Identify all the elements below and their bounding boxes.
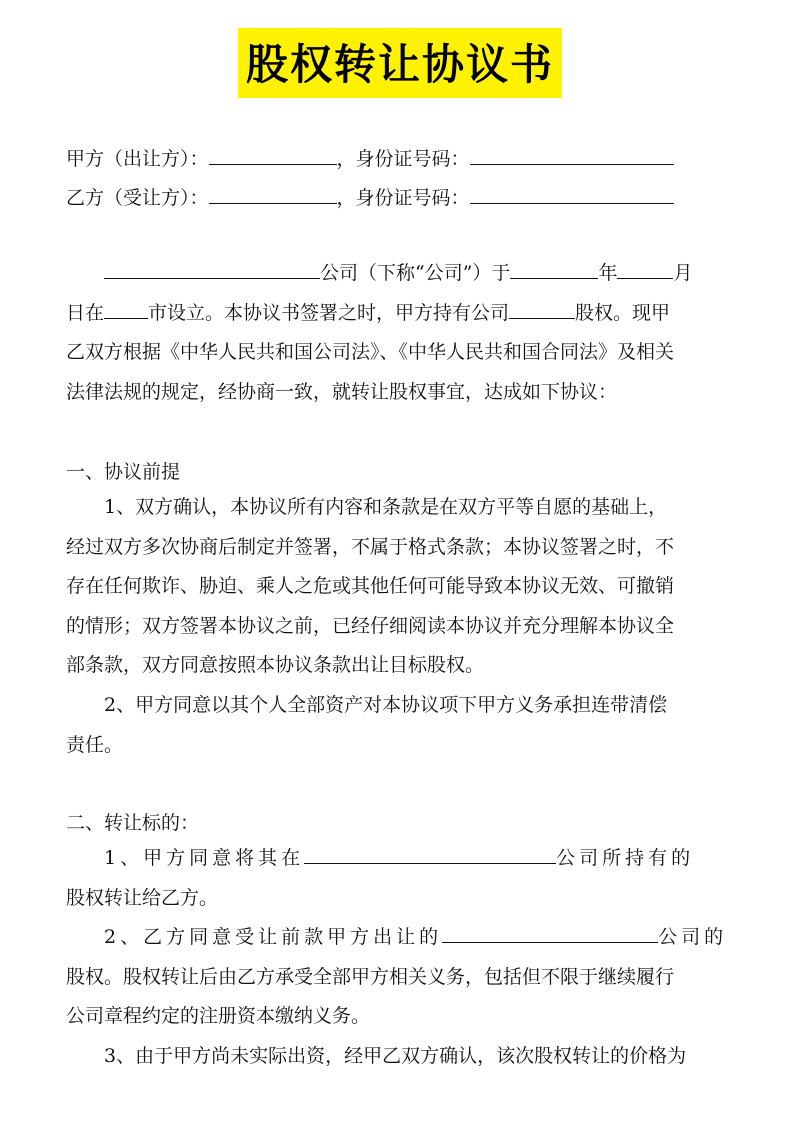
intro-text-4: 法律法规的规定，经协商一致，就转让股权事宜，达成如下协议： <box>66 380 618 403</box>
intro-paragraph <box>66 254 742 412</box>
year-blank[interactable] <box>510 260 598 279</box>
section-2-item-2-line-2: 股权。股权转让后由乙方承受全部甲方相关义务，包括但不限于继续履行 <box>66 965 675 988</box>
section-1-heading: 一、协议前提 <box>66 461 181 483</box>
comma: ， <box>336 187 356 209</box>
party-a-label: 甲方（出让方）： <box>66 148 209 170</box>
section-2-item-2-line-3: 公司章程约定的注册资本缴纳义务。 <box>66 1005 371 1028</box>
comma: ， <box>336 148 356 170</box>
section-1-item-1-line: 的情形；双方签署本协议之前，已经仔细阅读本协议并充分理解本协议全 <box>66 614 675 637</box>
transfer-company-blank[interactable] <box>442 924 658 943</box>
party-a-row <box>66 144 674 171</box>
section-1-item-1-line: 经过双方多次协商后制定并签署，不属于格式条款；本协议签署之时，不 <box>66 535 675 558</box>
section-2-item-2b: 公司的 <box>658 926 728 949</box>
party-b-row <box>66 183 674 210</box>
section-2-item-1a: 1、甲方同意将其在 <box>104 847 305 869</box>
section-2-item-1c: 股权转让给乙方。 <box>66 886 219 909</box>
section-1-item-1-line: 1、双方确认，本协议所有内容和条款是在双方平等自愿的基础上， <box>104 496 668 518</box>
month-label: 月 <box>673 262 693 284</box>
section-1-item-1-line: 部条款，双方同意按照本协议条款出让目标股权。 <box>66 654 485 677</box>
section-1-item-2-line: 2、甲方同意以其个人全部资产对本协议项下甲方义务承担连带清偿 <box>104 693 668 716</box>
section-2-item-2a: 2、乙方同意受让前款甲方出让的 <box>104 926 443 949</box>
party-a-id-label: 身份证号码： <box>355 148 470 170</box>
city-blank[interactable] <box>104 300 148 319</box>
target-company-blank[interactable] <box>304 845 556 864</box>
intro-text-2a: 日在 <box>66 301 105 324</box>
section-2-heading: 二、转让标的： <box>66 812 200 834</box>
party-b-id-blank[interactable] <box>470 185 674 204</box>
party-b-label: 乙方（受让方）： <box>66 187 209 209</box>
section-2-item-3: 3、由于甲方尚未实际出资，经甲乙双方确认，该次股权转让的价格为 <box>104 1044 687 1067</box>
title-container <box>0 28 800 98</box>
company-name-blank[interactable] <box>104 260 320 279</box>
month-blank[interactable] <box>617 260 673 279</box>
party-a-id-blank[interactable] <box>470 146 674 165</box>
intro-text-2b: 市设立。本协议书签署之时，甲方持有公司 <box>148 301 510 324</box>
section-2-items <box>66 839 742 1077</box>
intro-text-1: 公司（下称“公司”）于 <box>320 262 511 284</box>
section-2-item-1b: 公司所持有的 <box>556 847 695 869</box>
section-1-item-1 <box>66 488 742 765</box>
party-b-id-label: 身份证号码： <box>355 187 470 209</box>
share-percent-blank[interactable] <box>509 300 575 319</box>
intro-text-2c: 股权。现甲 <box>575 301 671 324</box>
section-1-item-1-line: 存在任何欺诈、胁迫、乘人之危或其他任何可能导致本协议无效、可撤销 <box>66 575 675 598</box>
section-1-item-2-line: 责任。 <box>66 733 124 756</box>
party-a-name-blank[interactable] <box>209 146 337 165</box>
intro-text-3: 乙双方根据《中华人民共和国公司法》、《中华人民共和国合同法》及相关 <box>66 341 675 364</box>
party-b-name-blank[interactable] <box>209 185 337 204</box>
year-label: 年 <box>598 262 618 284</box>
document-title: 股权转让协议书 <box>238 28 562 98</box>
